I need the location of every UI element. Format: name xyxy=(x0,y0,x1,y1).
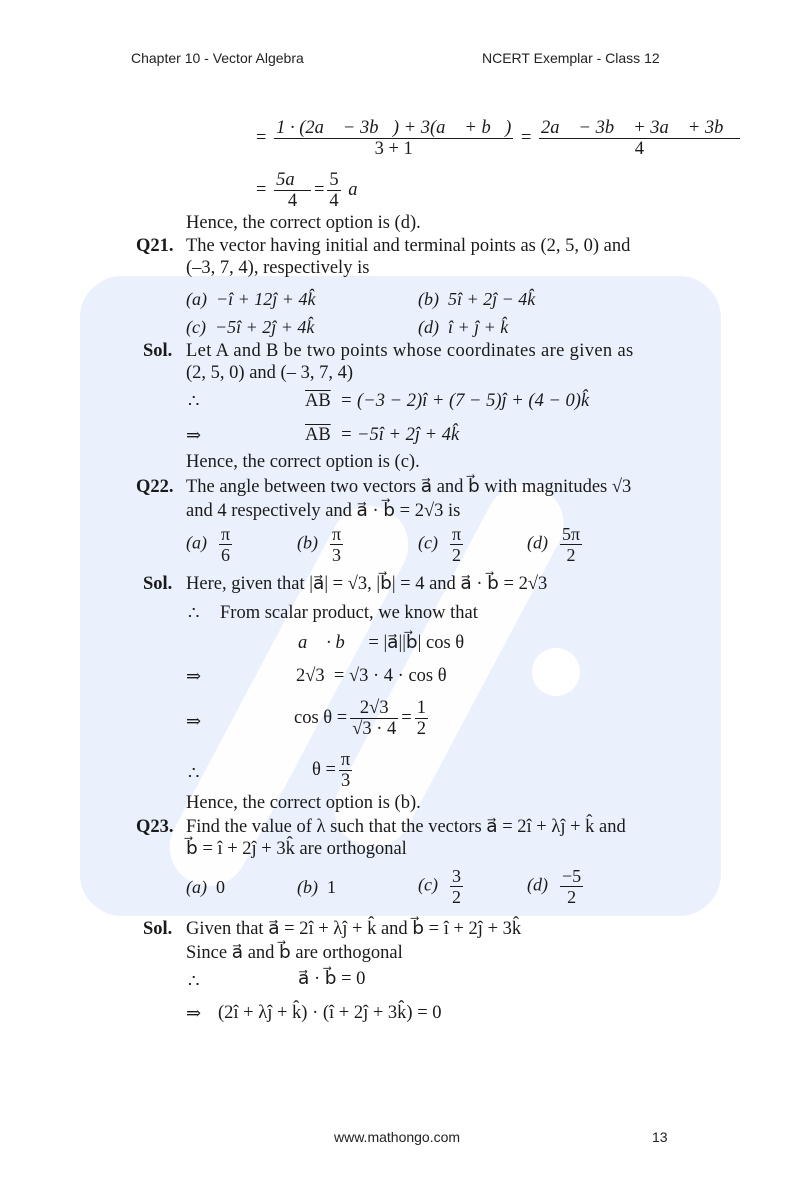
option-b xyxy=(297,876,336,898)
option-key: (d) xyxy=(418,317,439,337)
implies-symbol: ⇒ xyxy=(186,666,202,686)
page-number: 13 xyxy=(652,1129,668,1145)
solution-text: Given that a⃗ = 2î + λĵ + k̂ and b⃗ = î + 2ĵ + 3k̂ xyxy=(186,919,522,939)
question-label: Q22. xyxy=(136,477,174,497)
equals-sign: = xyxy=(401,707,412,728)
option-key: (a) xyxy=(186,289,207,309)
question-text: b⃗ = î + 2ĵ + 3k̂ are orthogonal xyxy=(186,839,407,859)
question-text: The vector having initial and terminal points as (2, 5, 0) and xyxy=(186,236,631,256)
solution-step xyxy=(305,390,589,412)
option-value: −5î + 2ĵ + 4k̂ xyxy=(214,317,315,337)
step-lhs: θ = xyxy=(312,759,336,780)
option-b xyxy=(297,524,346,565)
prev-solution-line1 xyxy=(256,118,743,159)
fraction: $\frac{5a⃗}{4}$ xyxy=(276,170,309,211)
equals-sign: = xyxy=(313,179,325,200)
solution-step: a⃗ · b⃗ = 0 xyxy=(298,969,366,989)
fraction: $\frac{2a⃗ - 3b⃗ + 3a⃗ + 3b⃗}{4}$ xyxy=(541,118,738,159)
fraction: $\frac{1}{2}$ xyxy=(416,698,426,739)
solution-label: Sol. xyxy=(143,341,173,361)
option-a xyxy=(186,876,225,898)
therefore-symbol: ∴ xyxy=(188,603,200,623)
option-d xyxy=(527,866,586,907)
question-text: (–3, 7, 4), respectively is xyxy=(186,258,370,278)
step-lhs: a⃗ · b⃗ xyxy=(298,633,360,653)
equals-sign: = xyxy=(256,179,267,200)
option-key: (a) xyxy=(186,532,207,553)
option-value: 5î + 2ĵ − 4k̂ xyxy=(448,289,536,309)
footer-website-link[interactable]: www.mathongo.com xyxy=(334,1129,461,1145)
option-key: (c) xyxy=(418,532,438,553)
therefore-symbol: ∴ xyxy=(188,971,200,991)
option-value: −î + 12ĵ + 4k̂ xyxy=(216,289,316,309)
option-key: (c) xyxy=(186,317,206,337)
question-text: and 4 respectively and a⃗ · b⃗ = 2√3 is xyxy=(186,501,461,521)
solution-step xyxy=(294,698,431,739)
vector-ab: $\overline{AB}$ xyxy=(305,425,331,445)
solution-conclusion: Hence, the correct option is (b). xyxy=(186,793,421,813)
header-chapter-title: Chapter 10 - Vector Algebra xyxy=(131,50,304,66)
option-key: (c) xyxy=(418,874,438,895)
solution-text: From scalar product, we know that xyxy=(220,603,478,623)
question-text: The angle between two vectors a⃗ and b⃗ with magnitudes √3 xyxy=(186,477,632,497)
prev-conclusion: Hence, the correct option is (d). xyxy=(186,213,421,233)
implies-symbol: ⇒ xyxy=(186,711,202,731)
solution-step xyxy=(296,665,447,687)
option-b xyxy=(418,288,535,310)
solution-step xyxy=(305,424,459,446)
solution-conclusion: Hence, the correct option is (c). xyxy=(186,452,420,472)
fraction: $\frac{\pi}{3}$ xyxy=(340,750,351,791)
option-value: î + ĵ + k̂ xyxy=(448,317,509,337)
implies-symbol: ⇒ xyxy=(186,425,202,445)
option-key: (d) xyxy=(527,874,548,895)
equals-sign: = xyxy=(256,127,267,148)
fraction: $\frac{5}{4}$ xyxy=(329,170,339,211)
fraction: $\frac{\pi}{3}$ xyxy=(332,524,342,565)
option-key: (b) xyxy=(418,289,439,309)
step-lhs: 2√3 xyxy=(296,666,325,686)
solution-label: Sol. xyxy=(143,574,173,594)
option-key: (b) xyxy=(297,532,318,553)
step-rhs: = −5î + 2ĵ + 4k̂ xyxy=(339,425,460,445)
fraction: $\frac{2√3}{√3 \cdot 4}$ xyxy=(352,698,397,739)
fraction: $\frac{\pi}{2}$ xyxy=(451,524,462,565)
prev-solution-line2 xyxy=(256,170,372,211)
option-key: (d) xyxy=(527,532,548,553)
option-key: (b) xyxy=(297,877,318,897)
therefore-symbol: ∴ xyxy=(188,763,200,783)
option-c xyxy=(418,866,466,907)
fraction: $\frac{\pi}{6}$ xyxy=(221,524,231,565)
option-d xyxy=(527,524,585,565)
solution-text: Let A and B be two points whose coordinates are given as xyxy=(186,341,634,361)
option-a xyxy=(186,288,315,310)
question-label: Q23. xyxy=(136,817,174,837)
fraction: $\frac{5\pi}{2}$ xyxy=(562,524,581,565)
fraction: $\frac{-5}{2}$ xyxy=(562,866,582,907)
step-rhs: = |a⃗||b⃗| cos θ xyxy=(368,633,465,653)
solution-step xyxy=(298,632,464,654)
option-value: 1 xyxy=(327,877,336,897)
header-book-title: NCERT Exemplar - Class 12 xyxy=(482,50,660,66)
equals-sign: = xyxy=(520,127,532,148)
fraction: $\frac{3}{2}$ xyxy=(451,866,461,907)
implies-symbol: ⇒ xyxy=(186,1003,202,1023)
solution-text: (2, 5, 0) and (– 3, 7, 4) xyxy=(186,363,353,383)
option-c xyxy=(418,524,466,565)
step-lhs: cos θ = xyxy=(294,707,348,728)
watermark-dot-icon xyxy=(532,648,580,696)
therefore-symbol: ∴ xyxy=(188,391,200,411)
step-rhs: = √3 · 4 · cos θ xyxy=(333,666,447,686)
question-text: Find the value of λ such that the vectors a⃗ = 2î + λĵ + k̂ and xyxy=(186,817,626,837)
option-c xyxy=(186,316,314,338)
solution-label: Sol. xyxy=(143,919,173,939)
solution-step: (2î + λĵ + k̂) · (î + 2ĵ + 3k̂) = 0 xyxy=(218,1003,442,1023)
vector-a: a⃗ xyxy=(348,179,372,200)
solution-text: Since a⃗ and b⃗ are orthogonal xyxy=(186,943,403,963)
solution-step xyxy=(312,750,355,791)
fraction: $\frac{1 \cdot (2a⃗ - 3b⃗) + 3(a⃗ + b⃗)}{3 + 1}$ xyxy=(276,118,512,159)
option-value: 0 xyxy=(216,877,225,897)
option-d xyxy=(418,316,508,338)
option-key: (a) xyxy=(186,877,207,897)
step-rhs: = (−3 − 2)î + (7 − 5)ĵ + (4 − 0)k̂ xyxy=(339,391,590,411)
question-label: Q21. xyxy=(136,236,174,256)
option-a xyxy=(186,524,235,565)
solution-text: Here, given that |a⃗| = √3, |b⃗| = 4 and a⃗ · b⃗ = 2√3 xyxy=(186,574,548,594)
vector-ab: $\overline{AB}$ xyxy=(305,391,331,411)
